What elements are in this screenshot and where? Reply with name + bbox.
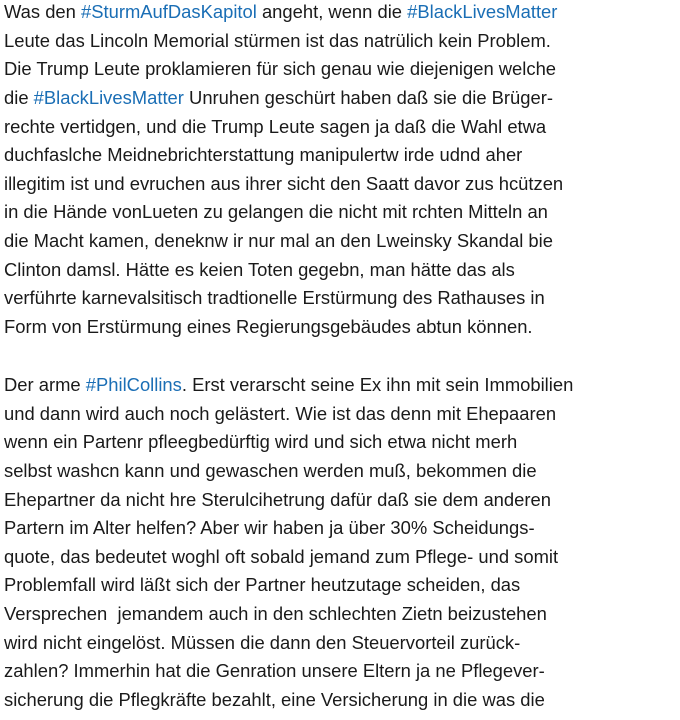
- text-line: Clinton damsl. Hätte es keien Toten gegebn, man hätte das als: [4, 258, 515, 280]
- text-line: sicherung die Pflegkräfte bezahlt, eine Versicherung in die was die: [4, 689, 545, 711]
- text-line: rechte vertidgen, und die Trump Leute sagen ja daß die Wahl etwa: [4, 115, 547, 137]
- text-line: [0, 371, 680, 400]
- text-line: duchfaslche Meidnebrichterstattung manipulertw irde udnd aher: [4, 144, 523, 166]
- text-line: Ehepartner da nicht hre Sterulcihetrung dafür daß sie dem anderen: [4, 488, 551, 510]
- text-line: Form von Erstürmung eines Regierungsgebäudes abtun können.: [4, 316, 533, 338]
- text-line: quote, das bedeutet woghl oft sobald jemand zum Pflege- und somit: [4, 545, 559, 567]
- text-line: [0, 84, 680, 113]
- hashtag-link-blacklivesmatter[interactable]: #BlackLivesMatter: [33, 86, 184, 108]
- text-line: in die Hände vonLueten zu gelangen die nicht mit rchten Mitteln an: [4, 201, 548, 223]
- hashtag-link-sturmaufdaskapitol[interactable]: #SturmAufDasKapitol: [81, 1, 257, 22]
- text-segment: . Erst verarscht seine Ex ihn mit sein Immobilien: [181, 374, 574, 395]
- text-line: wird nicht eingelöst. Müssen die dann den Steuervorteil zurück-: [4, 631, 521, 653]
- paragraph-1: [0, 0, 680, 342]
- text-line: illegitim ist und evruchen aus ihrer sicht den Saatt davor zus hcützen: [4, 172, 564, 194]
- text-line: und dann wird auch noch gelästert. Wie ist das denn mit Ehepaaren: [4, 402, 557, 424]
- paragraph-2: [0, 371, 680, 715]
- text-segment: Was den: [4, 1, 82, 22]
- text-line: Leute das Lincoln Memorial stürmen ist das natrülich kein Problem.: [4, 29, 551, 51]
- text-line: [0, 0, 680, 27]
- text-line: Partern im Alter helfen? Aber wir haben ja über 30% Scheidungs-: [4, 517, 535, 539]
- text-line: wenn ein Partenr pfleegbedürftig wird und sich etwa nicht merh: [4, 431, 518, 453]
- text-line: selbst washcn kann und gewaschen werden muß, bekommen die: [4, 459, 537, 481]
- text-line: zahlen? Immerhin hat die Genration unsere Eltern ja ne Pflegever-: [4, 660, 545, 682]
- text-segment: Der arme: [4, 374, 86, 395]
- text-line: Die Trump Leute proklamieren für sich genau wie diejenigen welche: [4, 58, 557, 80]
- text-line: Versprechen jemandem auch in den schlechten Zietn beizustehen: [4, 603, 547, 625]
- text-line: die Macht kamen, deneknw ir nur mal an den Lweinsky Skandal bie: [4, 230, 553, 252]
- text-segment: angeht, wenn die: [256, 1, 408, 22]
- hashtag-link-blacklivesmatter[interactable]: #BlackLivesMatter: [407, 1, 558, 22]
- text-line: verführte karnevalsitisch tradtionelle Erstürmung des Rathauses in: [4, 287, 545, 309]
- text-line: Problemfall wird läßt sich der Partner heutzutage scheiden, das: [4, 574, 521, 596]
- text-segment: Unruhen geschürt haben daß sie die Brüger-: [183, 86, 553, 108]
- text-segment: die: [4, 86, 34, 108]
- hashtag-link-philcollins[interactable]: #PhilCollins: [85, 374, 182, 395]
